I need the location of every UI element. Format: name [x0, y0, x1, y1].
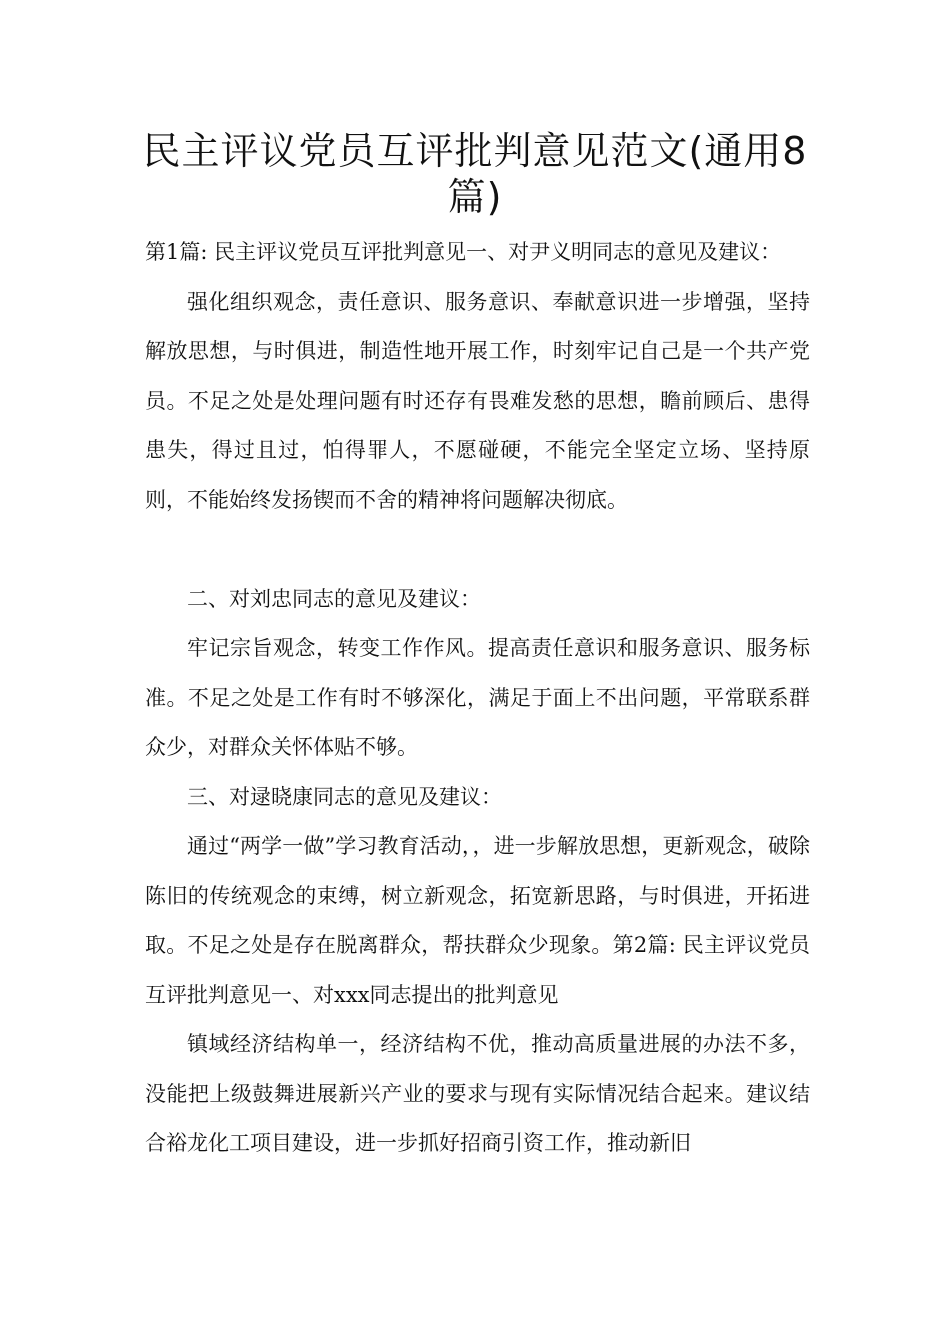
paragraph-7: 镇域经济结构单一，经济结构不优，推动高质量进展的办法不多，没能把上级鼓舞进展新兴产业的要求与现有实际情况结合起来。建议结合裕龙化工项目建设，进一步抓好招商引资工作，推动新旧	[145, 1032, 810, 1155]
paragraph-5: 三、对逯晓康同志的意见及建议：	[187, 784, 502, 809]
paragraph-6: 通过“两学一做”学习教育活动，，进一步解放思想，更新观念，破除陈旧的传统观念的束缚，树立新观念，拓宽新思路，与时俱进，开拓进取。不足之处是存在脱离群众，帮扶群众少现象。第2篇: 民主评议党员互评批判意见一、对xxx同志提出的批判意见	[145, 834, 810, 1007]
paragraph-1: 第1篇: 民主评议党员互评批判意见一、对尹义明同志的意见及建议：	[145, 240, 782, 264]
document-body	[145, 228, 810, 1169]
paragraph-4: 牢记宗旨观念，转变工作作风。提高责任意识和服务意识、服务标准。不足之处是工作有时不够深化，满足于面上不出问题，平常联系群众少，对群众关怀体贴不够。	[145, 636, 810, 759]
document-title: 民主评议党员互评批判意见范文(通用8篇)	[142, 129, 808, 219]
paragraph-spacer	[145, 525, 810, 575]
paragraph-2: 强化组织观念，责任意识、服务意识、奉献意识进一步增强，坚持解放思想，与时俱进，制造性地开展工作，时刻牢记自己是一个共产党员。不足之处是处理问题有时还存有畏难发愁的思想，瞻前顾后、患得患失，得过且过，怕得罪人，不愿碰硬，不能完全坚定立场、坚持原则，不能始终发扬锲而不舍的精神将问题解决彻底。	[145, 289, 810, 512]
paragraph-3: 二、对刘忠同志的意见及建议：	[187, 586, 481, 611]
